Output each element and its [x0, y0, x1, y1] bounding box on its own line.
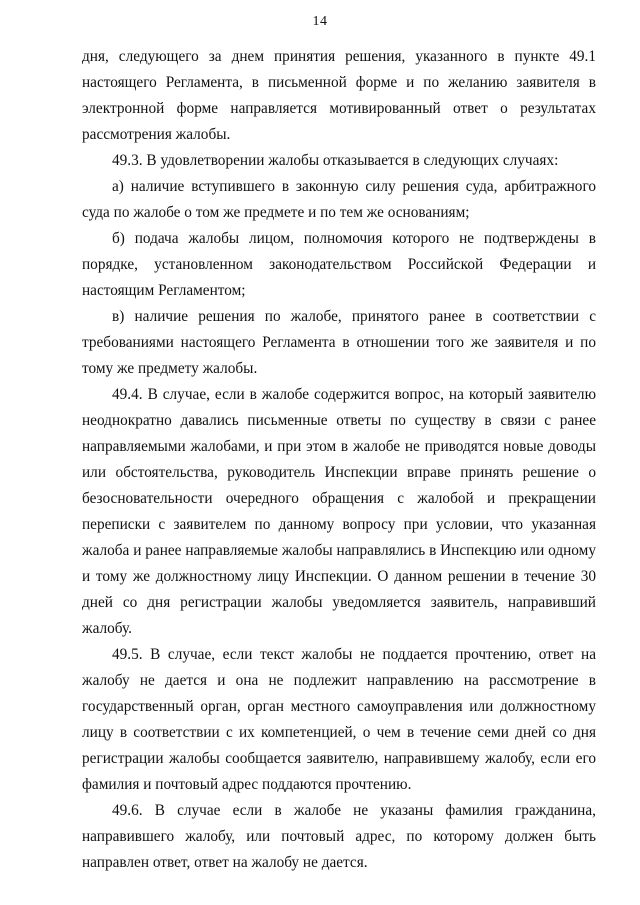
paragraph-49-3-b: б) подача жалобы лицом, полномочия которого не подтверждены в порядке, установленном законодательством Российской Федерации и настоящим Регламентом; [82, 230, 596, 299]
page-number: 14 [312, 14, 328, 29]
paragraph-continuation: дня, следующего за днем принятия решения, указанного в пункте 49.1 настоящего Регламента, в письменной форме и по желанию заявителя в электронной форме направляется мотивированный ответ о результатах рассмотрения жалобы. [82, 48, 596, 143]
paragraph-49-3: 49.3. В удовлетворении жалобы отказывается в следующих случаях: [112, 152, 559, 169]
paragraph-49-4: 49.4. В случае, если в жалобе содержится вопрос, на который заявителю неоднократно давались письменные ответы по существу в связи с ранее направляемыми жалобами, и при этом в жалобе не приводятся новые доводы или обстоятельства, руководитель Инспекции вправе принять решение о безосновательности очередного обращения с жалобой и прекращении переписки с заявителем по данному вопросу при условии, что указанная жалоба и ранее направляемые жалобы направлялись в Инспекцию или одному и тому же должностному лицу Инспекции. О данном решении в течение 30 дней со дня регистрации жалобы уведомляется заявитель, направивший жалобу. [82, 386, 596, 637]
paragraph-49-6: 49.6. В случае если в жалобе не указаны фамилия гражданина, направившего жалобу, или почтовый адрес, по которому должен быть направлен ответ, ответ на жалобу не дается. [82, 802, 596, 871]
paragraph-49-3-c: в) наличие решения по жалобе, принятого ранее в соответствии с требованиями настоящего Регламента в отношении того же заявителя и по тому же предмету жалобы. [82, 308, 596, 377]
paragraph-49-3-a: а) наличие вступившего в законную силу решения суда, арбитражного суда по жалобе о том же предмете и по тем же основаниям; [82, 178, 596, 221]
paragraph-49-5: 49.5. В случае, если текст жалобы не поддается прочтению, ответ на жалобу не дается и она не подлежит направлению на рассмотрение в государственный орган, орган местного самоуправления или должностному лицу в соответствии с их компетенцией, о чем в течение семи дней со дня регистрации жалобы сообщается заявителю, направившему жалобу, если его фамилия и почтовый адрес поддаются прочтению. [82, 646, 596, 793]
document-body [82, 44, 596, 876]
